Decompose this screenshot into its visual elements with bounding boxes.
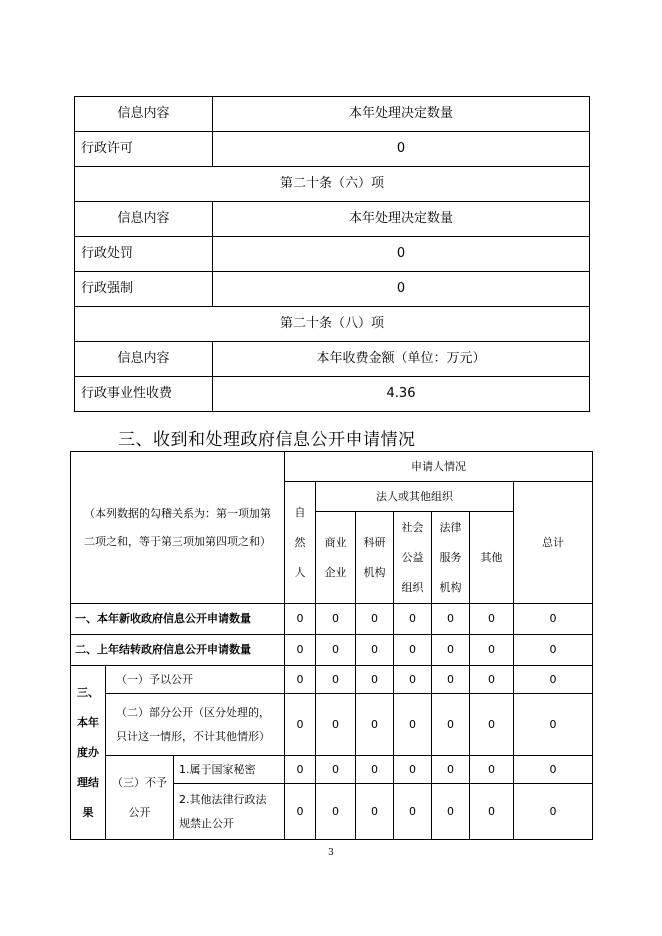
cell-value: 0 [470,635,514,666]
cell-value: 0 [394,635,432,666]
cell-value: 0 [514,666,593,694]
cell-value: 0 [316,756,356,784]
label-line: 三、 [77,685,99,699]
column-header: 信息内容 [75,97,213,132]
cell-value: 0 [316,604,356,635]
cell-value: 0 [356,635,394,666]
table-row [71,666,593,694]
label-line: 规禁止公开 [179,816,234,830]
header-text: 商业 [324,535,347,549]
application-stats-table [70,451,593,840]
row-label [106,694,285,756]
row-label [174,784,285,840]
header-text: 社会 [401,520,424,534]
row-label: （一）予以公开 [106,666,285,694]
business-header [316,512,356,604]
header-text: 科研 [363,535,386,549]
header-char: 人 [294,565,306,579]
cell-value: 0 [285,784,316,840]
table-row [75,97,590,132]
applicant-header: 申请人情况 [285,452,593,482]
row-label: 行政处罚 [75,237,213,272]
table-row [75,272,590,307]
row-label: 1.属于国家秘密 [174,756,285,784]
table-row [71,756,593,784]
note-line: （本列数据的勾稽关系为：第一项加第 [84,506,271,520]
section-row: 第二十条（六）项 [75,167,590,202]
column-header: 信息内容 [75,342,213,377]
table-row [75,342,590,377]
cell-value: 0 [213,237,590,272]
social-org-header [394,512,432,604]
column-header: 信息内容 [75,202,213,237]
note-line: 二项之和，等于第三项加第四项之和） [84,534,271,548]
legal-service-header [432,512,470,604]
table-row [75,237,590,272]
cell-value: 0 [432,756,470,784]
header-char: 自 [294,505,306,519]
row-label: 行政事业性收费 [75,377,213,412]
cell-value: 0 [470,694,514,756]
label-line: （三）不予 [112,775,167,789]
cell-value: 0 [470,604,514,635]
cell-value: 0 [514,635,593,666]
cell-value: 0 [356,604,394,635]
cell-value: 0 [470,666,514,694]
page-number: 3 [328,848,334,858]
cell-value: 0 [514,694,593,756]
cell-value: 0 [470,756,514,784]
table-row [75,132,590,167]
header-text: 组织 [401,580,424,594]
cell-value: 0 [356,666,394,694]
cell-value: 0 [514,604,593,635]
row-label: 行政强制 [75,272,213,307]
table-row [75,307,590,342]
cell-value: 0 [432,694,470,756]
table-row [71,604,593,635]
label-line: 果 [82,805,94,819]
cell-value: 0 [394,784,432,840]
section-label [71,666,106,840]
cell-value: 0 [394,604,432,635]
nondisclosure-label [106,756,174,840]
cell-value: 0 [432,635,470,666]
cell-value: 0 [213,272,590,307]
header-text: 企业 [324,565,347,579]
row-label: 一、本年新收政府信息公开申请数量 [71,604,285,635]
header-text: 法律 [439,520,462,534]
cell-value: 0 [213,132,590,167]
label-line: 理结 [77,775,99,789]
cell-value: 0 [470,784,514,840]
header-text: 公益 [401,550,424,564]
row-label: 二、上年结转政府信息公开申请数量 [71,635,285,666]
table-row [75,202,590,237]
header-text: 机构 [363,565,386,579]
label-line: 2.其他法律行政法 [179,792,267,806]
cell-value: 0 [285,756,316,784]
cell-value: 0 [285,666,316,694]
cell-value: 0 [316,784,356,840]
label-line: 只计这一情形，不计其他情形） [116,729,270,743]
other-header: 其他 [470,512,514,604]
cell-value: 0 [285,635,316,666]
table-row [71,452,593,482]
column-header: 本年收费金额（单位：万元） [213,342,590,377]
header-char: 然 [294,535,306,549]
label-line: （二）部分公开（区分处理的， [116,705,270,719]
cell-value: 0 [316,694,356,756]
cell-value: 0 [316,666,356,694]
column-header: 本年处理决定数量 [213,97,590,132]
cell-value: 0 [514,784,593,840]
cell-value: 0 [316,635,356,666]
cell-value: 0 [514,756,593,784]
legal-entity-header: 法人或其他组织 [316,482,514,512]
header-note [71,452,285,604]
table-row [75,377,590,412]
cell-value: 0 [356,784,394,840]
cell-value: 0 [285,604,316,635]
cell-value: 0 [394,756,432,784]
cell-value: 0 [356,756,394,784]
label-line: 本年 [77,715,99,729]
row-label: 行政许可 [75,132,213,167]
cell-value: 4.36 [213,377,590,412]
table-row [75,167,590,202]
label-line: 度办 [77,745,99,759]
natural-person-header [285,482,316,604]
cell-value: 0 [356,694,394,756]
cell-value: 0 [394,694,432,756]
column-header: 本年处理决定数量 [213,202,590,237]
total-header: 总计 [514,482,593,604]
cell-value: 0 [432,784,470,840]
cell-value: 0 [285,694,316,756]
header-text: 机构 [439,580,462,594]
label-line: 公开 [128,805,151,819]
section-row: 第二十条（八）项 [75,307,590,342]
table-row [71,635,593,666]
handling-decisions-table [74,96,590,412]
section-title: 三、收到和处理政府信息公开申请情况 [118,430,416,450]
cell-value: 0 [432,666,470,694]
research-header [356,512,394,604]
table-row [71,694,593,756]
header-text: 服务 [439,550,462,564]
cell-value: 0 [432,604,470,635]
cell-value: 0 [394,666,432,694]
